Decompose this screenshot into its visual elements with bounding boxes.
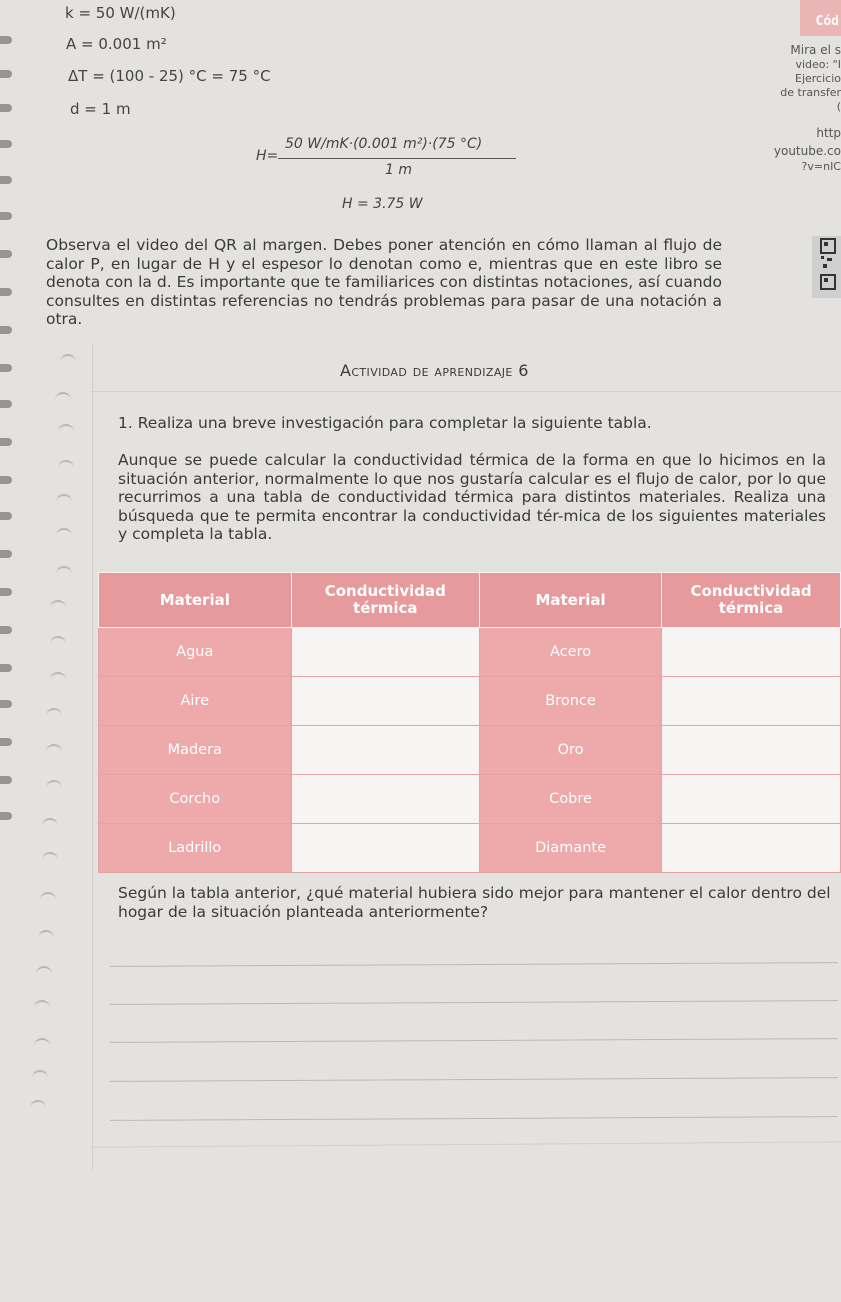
conductivity-input-cell[interactable] (662, 726, 841, 775)
conductivity-table (98, 572, 841, 873)
conductivity-input-cell[interactable] (662, 775, 841, 824)
side-line: ?v=nIC (801, 160, 841, 173)
equation-k: k = 50 W/(mK) (65, 4, 176, 22)
side-line: Ejercicio (795, 72, 841, 85)
activity-instruction: 1. Realiza una breve investigación para completar la siguiente tabla. (118, 414, 652, 432)
answer-line[interactable] (110, 1000, 838, 1005)
equation-thickness: d = 1 m (70, 100, 131, 118)
material-cell: Oro (480, 726, 662, 775)
material-cell: Ladrillo (99, 824, 292, 873)
side-line: de transfer (780, 86, 841, 99)
side-panel-header (800, 0, 841, 36)
answer-line[interactable] (110, 1077, 838, 1082)
activity-left-border (92, 884, 93, 1170)
equation-h-denominator: 1 m (385, 162, 412, 178)
table-header: Conductividad térmica (662, 573, 841, 628)
side-panel-title: Cód (815, 14, 839, 29)
side-line: Mira el s (790, 44, 841, 57)
material-cell: Acero (480, 628, 662, 677)
activity-title: Actividad de aprendizaje 6 (340, 361, 529, 380)
equation-delta-t: ΔT = (100 - 25) °C = 75 °C (68, 67, 271, 85)
conductivity-input-cell[interactable] (662, 824, 841, 873)
conductivity-input-cell[interactable] (291, 775, 480, 824)
answer-line[interactable] (110, 1038, 838, 1043)
material-cell: Corcho (99, 775, 292, 824)
table-row (99, 628, 841, 677)
table-row (99, 726, 841, 775)
conductivity-input-cell[interactable] (291, 628, 480, 677)
side-line: video: "I (795, 58, 841, 71)
material-cell: Bronce (480, 677, 662, 726)
side-line: youtube.co (773, 144, 841, 158)
conductivity-input-cell[interactable] (662, 628, 841, 677)
fraction-bar (278, 158, 516, 159)
intro-paragraph: Observa el video del QR al margen. Debes poner atención en cómo llaman al flujo de calor P, en lugar de H y el espesor lo denotan como e, mientras que en este libro se denota con la d. Es importante que te familiarices con distintas notaciones, así cuando consultes en distintas referencias no tendrás problemas para pasar de una notación a otra. (46, 236, 722, 328)
conductivity-input-cell[interactable] (291, 677, 480, 726)
activity-paragraph: Aunque se puede calcular la conductividad térmica de la forma en que lo hicimos en la situación anterior, normalmente lo que nos gustaría calcular es el flujo de calor, por lo que recurrimos a una tabla de conductividad térmica para distintos materiales. Realiza una búsqueda que te permita encontrar la conductividad tér-mica de los siguientes materiales y completa la tabla. (118, 451, 826, 543)
table-row (99, 775, 841, 824)
table-row (99, 824, 841, 873)
answer-line[interactable] (110, 962, 838, 967)
equation-h-numerator: 50 W/mK·(0.001 m²)·(75 °C) (285, 136, 483, 152)
conductivity-input-cell[interactable] (291, 726, 480, 775)
conductivity-input-cell[interactable] (662, 677, 841, 726)
activity-bottom-border (92, 1141, 841, 1147)
conductivity-input-cell[interactable] (291, 824, 480, 873)
equation-h-result: H = 3.75 W (342, 196, 423, 212)
side-line: ( (836, 100, 841, 113)
table-header: Material (480, 573, 662, 628)
material-cell: Diamante (480, 824, 662, 873)
side-line: http (816, 126, 841, 140)
activity-question: Según la tabla anterior, ¿qué material hubiera sido mejor para mantener el calor dentro del hogar de la situación planteada anteriormente? (118, 884, 831, 921)
table-header: Conductividad térmica (291, 573, 480, 628)
material-cell: Madera (99, 726, 292, 775)
table-row (99, 677, 841, 726)
qr-code[interactable] (812, 236, 841, 298)
material-cell: Cobre (480, 775, 662, 824)
material-cell: Aire (99, 677, 292, 726)
table-header: Material (99, 573, 292, 628)
answer-line[interactable] (110, 1116, 838, 1121)
activity-title-divider (92, 391, 841, 392)
equation-area: A = 0.001 m² (66, 35, 167, 53)
material-cell: Agua (99, 628, 292, 677)
side-panel-text (735, 44, 841, 173)
equation-h-lhs: H= (256, 148, 279, 164)
